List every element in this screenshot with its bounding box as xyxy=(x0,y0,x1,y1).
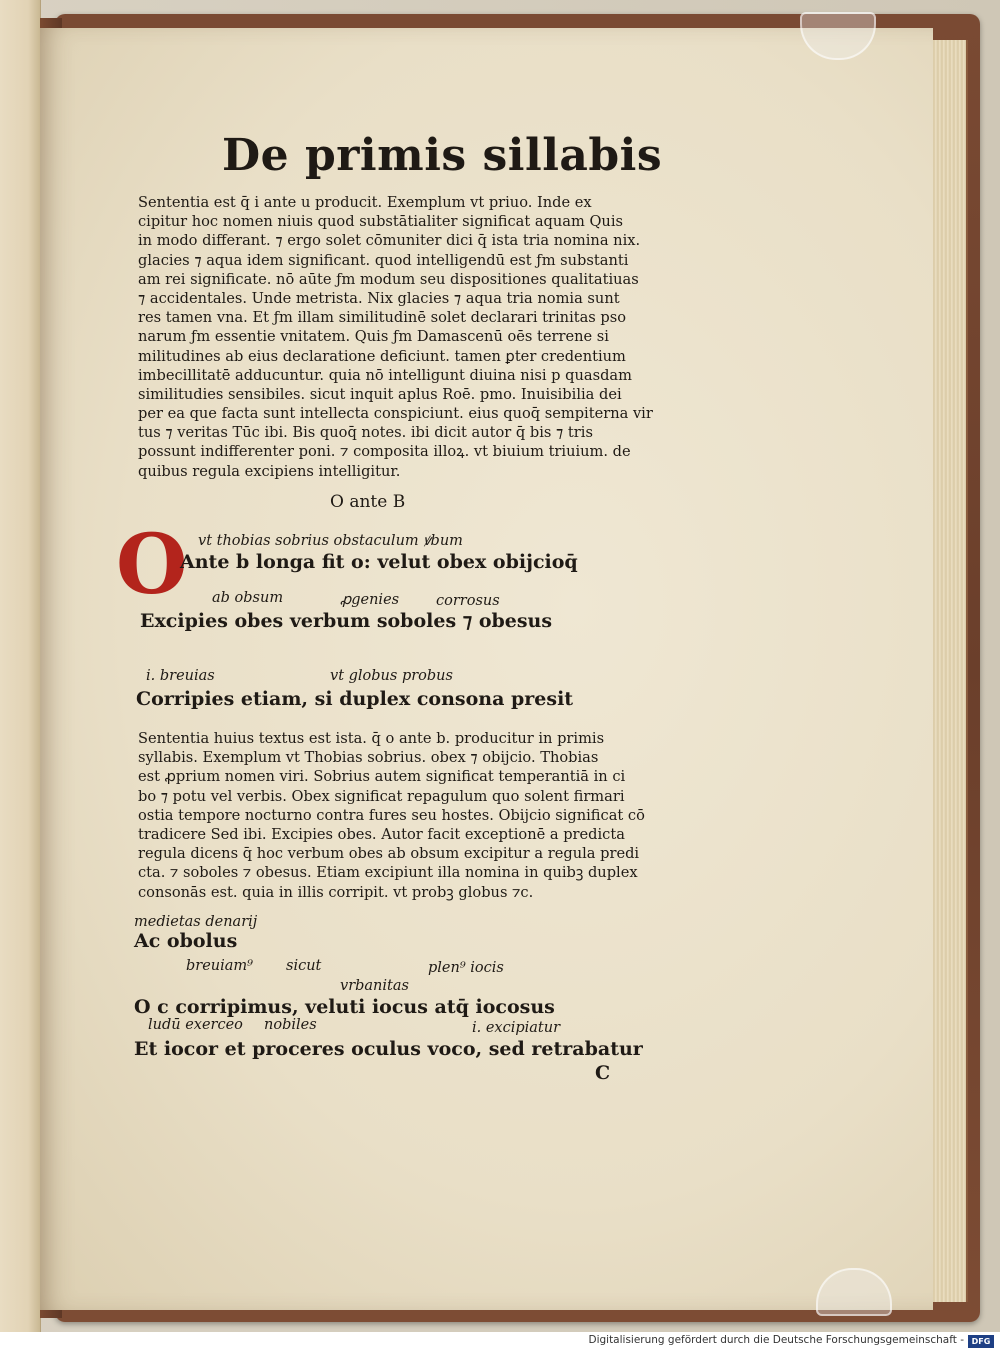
text-line: imbecillitatē adducuntur. quia nō intelligunt diuina nisi p quasdam xyxy=(138,366,632,384)
text-line: am rei significate. nō aūte ƒm modum seu dispositiones qualitatiuas xyxy=(138,270,639,288)
text-line: res tamen vna. Et ƒm illam similitudinē solet declarari trinitas pso xyxy=(138,309,627,327)
text-line: tradicere Sed ibi. Excipies obes. Autor facit exceptionē a predicta xyxy=(138,825,625,843)
text-line: Sententia est q̄ i ante u producit. Exemplum vt priuo. Inde ex xyxy=(138,194,592,211)
verse-line: Corripies etiam, si duplex consona presit xyxy=(136,688,574,710)
verse-line: Et iocor et proceres oculus voco, sed retrabatur xyxy=(134,1038,643,1060)
text-line: syllabis. Exemplum vt Thobias sobrius. obex ⁊ obijcio. Thobias xyxy=(138,749,599,767)
interlinear-gloss: i. excipiatur xyxy=(472,1020,561,1036)
text-line: ⁊ accidentales. Unde metrista. Nix glacies ⁊ aqua tria nomia sunt xyxy=(138,289,620,307)
verse-line: O c corripimus, veluti iocus atq̄ iocosus xyxy=(134,996,555,1018)
interlinear-gloss: vt globus probus xyxy=(330,668,453,684)
section-title: O ante B xyxy=(330,492,406,512)
text-line: ostia tempore nocturno contra fures seu hostes. Obijcio significat cō xyxy=(138,806,645,824)
text-line: regula dicens q̄ hoc verbum obes ab obsum excipitur a regula predi xyxy=(138,845,640,863)
interlinear-gloss: medietas denarij xyxy=(134,914,258,930)
verse-line: Ante b longa fit o: velut obex obijcioq̄ xyxy=(180,551,578,573)
interlinear-gloss: corrosus xyxy=(436,593,500,609)
verse-line: Ac obolus xyxy=(134,930,238,952)
text-line: bo ⁊ potu vel verbis. Obex significat repagulum quo solent firmari xyxy=(138,787,625,805)
commentary-paragraph-2 xyxy=(138,729,645,902)
text-line: similitudies sensibiles. sicut inquit aplus Roē. pmo. Inuisibilia dei xyxy=(138,385,622,403)
text-line: quibus regula excipiens intelligitur. xyxy=(138,462,401,480)
text-line: cta. ⁊ soboles ⁊ obesus. Etiam excipiunt illa nomina in quibꝫ duplex xyxy=(138,864,638,882)
text-line: cipitur hoc nomen niuis quod substātialiter significat aquam Quis xyxy=(138,213,623,231)
interlinear-gloss: plen⁹ iocis xyxy=(428,960,504,976)
text-line: tus ⁊ veritas Tūc ibi. Bis quoq̄ notes. ibi dicit autor q̄ bis ⁊ tris xyxy=(138,424,593,442)
catchword: C xyxy=(595,1062,611,1084)
text-line: per ea que facta sunt intellecta conspiciunt. eius quoq̄ sempiterna vir xyxy=(138,405,653,423)
text-line: glacies ⁊ aqua idem significant. quod intelligendū est ƒm substanti xyxy=(138,251,629,269)
rubricated-initial: O xyxy=(116,517,188,613)
text-line: militudines ab eius declaratione deficiunt. tamen ꝑter credentium xyxy=(138,347,626,365)
interlinear-gloss: vt thobias sobrius obstaculum ꝟbum xyxy=(198,533,463,549)
interlinear-gloss: breuiam⁹ xyxy=(186,958,253,974)
dfg-logo-icon: DFG xyxy=(968,1335,994,1348)
interlinear-gloss: vrbanitas xyxy=(340,978,409,994)
interlinear-gloss: sicut xyxy=(286,958,322,974)
page-heading: De primis sillabis xyxy=(222,130,663,181)
text-line: est ꝓprium nomen viri. Sobrius autem significat temperantiā in ci xyxy=(138,768,626,786)
footer-bar xyxy=(0,1332,1000,1351)
commentary-paragraph-1 xyxy=(138,193,653,481)
text-line: Sententia huius textus est ista. q̄ o ante b. producitur in primis xyxy=(138,730,605,747)
interlinear-gloss: nobiles xyxy=(264,1017,317,1033)
verse-line: Excipies obes verbum soboles ⁊ obesus xyxy=(140,610,553,632)
interlinear-gloss: ꝓgenies xyxy=(340,592,400,608)
text-line: consonās est. quia in illis corripit. vt probꝫ globus ⁊c. xyxy=(138,883,534,901)
page-stack-edge xyxy=(932,40,968,1302)
interlinear-gloss: ab obsum xyxy=(212,590,284,606)
text-line: in modo differant. ⁊ ergo solet cōmuniter dici q̄ ista tria nomina nix. xyxy=(138,232,641,250)
text-line: narum ƒm essentie vnitatem. Quis ƒm Damascenū oēs terrene si xyxy=(138,328,609,346)
footer-credit: Digitalisierung gefördert durch die Deutsche Forschungsgemeinschaft - xyxy=(588,1334,964,1346)
interlinear-gloss: i. breuias xyxy=(146,668,215,684)
left-page-edge xyxy=(0,0,41,1332)
text-line: possunt indifferenter poni. ⁊ composita illoꝝ. vt biuium triuium. de xyxy=(138,443,631,461)
interlinear-gloss: ludū exerceo xyxy=(148,1017,243,1033)
